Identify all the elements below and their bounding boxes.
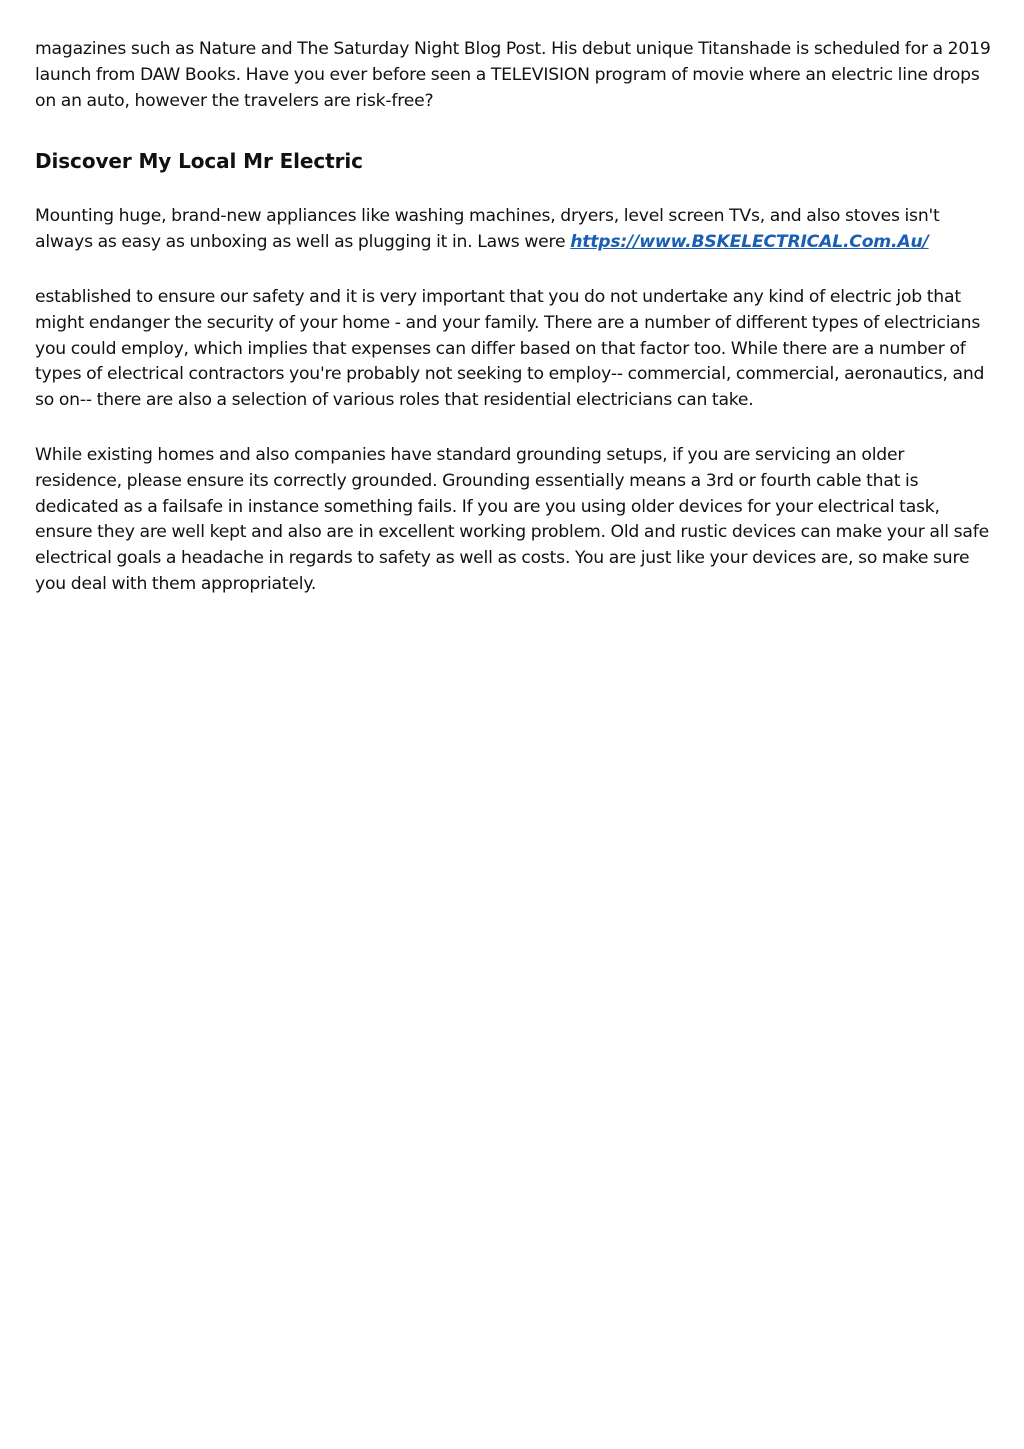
intro-paragraph: magazines such as Nature and The Saturday Night Blog Post. His debut unique Titanshade is scheduled for a 2019 launch from DAW Books. Have you ever before seen a TELEVISION program of movie where an electric line drops on an auto, however the travelers are risk-free? [35, 39, 991, 111]
document-page [35, 37, 995, 598]
appliances-paragraph [35, 204, 995, 256]
safety-paragraph: established to ensure our safety and it is very important that you do not undertake any kind of electric job that might endanger the security of your home - and your family. There are a number of different types of electricians you could employ, which implies that expenses can differ based on that factor too. While there are a number of types of electrical contractors you're probably not seeking to employ-- commercial, commercial, aeronautics, and so on-- there are also a selection of various roles that residential electricians can take. [35, 286, 985, 411]
bskelectrical-link[interactable]: https://www.BSKELECTRICAL.Com.Au/ [570, 232, 929, 253]
grounding-paragraph: While existing homes and also companies have standard grounding setups, if you are servicing an older residence, please ensure its correctly grounded. Grounding essentially means a 3rd or fourth cable that is dedicated as a failsafe in instance something fails. If you are you using older devices for your electrical task, ensure they are well kept and also are in excellent working problem. Old and rustic devices can make your all safe electrical goals a headache in regards to safety as well as costs. You are just like your devices are, so make sure you deal with them appropriately. [35, 444, 989, 594]
appliances-paragraph-text: Mounting huge, brand-new appliances like washing machines, dryers, level screen TVs, and also stoves isn't always as easy as unboxing as well as plugging it in. Laws were [35, 206, 940, 253]
section-heading: Discover My Local Mr Electric [35, 149, 363, 174]
